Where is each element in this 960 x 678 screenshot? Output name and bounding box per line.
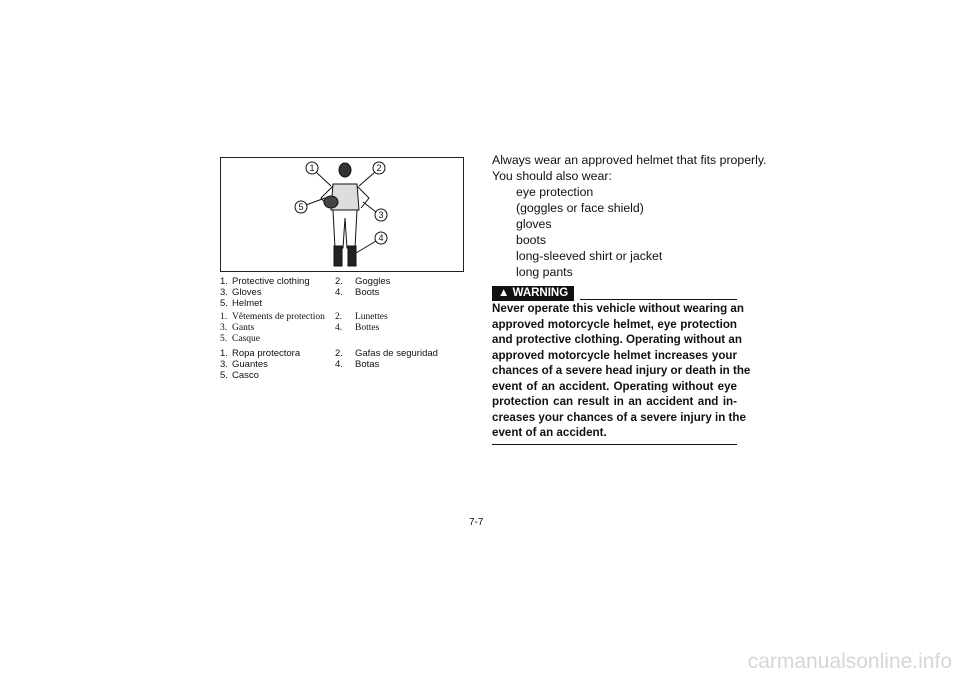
callout-5: 5 [298, 202, 304, 212]
caption-text: Gloves [232, 287, 262, 298]
callout-1: 1 [309, 163, 315, 173]
warning-rule [580, 299, 737, 300]
caption-text: Vêtements de protection [232, 312, 325, 322]
warning-line: and protective clothing. Operating without an [492, 333, 742, 346]
gear-item: (goggles or face shield) [516, 201, 644, 215]
caption-text: Casco [232, 370, 259, 381]
caption-num: 2. [335, 276, 343, 287]
caption-text: Botas [355, 359, 380, 370]
caption-text: Helmet [232, 298, 263, 309]
callout-3: 3 [378, 210, 384, 220]
caption-text: Ropa protectora [232, 348, 301, 359]
also-wear-text: You should also wear: [492, 169, 612, 183]
caption-num: 5. [220, 334, 228, 344]
caption-num: 5. [220, 370, 228, 381]
warning-end-rule [492, 444, 737, 445]
caption-num: 4. [335, 287, 343, 298]
warning-line: event of an accident. Operating without eye [492, 380, 737, 393]
caption-text: Boots [355, 287, 380, 298]
caption-num: 4. [335, 359, 343, 370]
callout-2: 2 [376, 163, 382, 173]
gear-item: long pants [516, 265, 573, 279]
caption-text: Goggles [355, 276, 391, 287]
caption-num: 3. [220, 287, 228, 298]
gear-item: gloves [516, 217, 552, 231]
caption-num: 2. [335, 312, 343, 322]
warning-triangle-icon: ▲ [498, 287, 510, 299]
gear-item: eye protection [516, 185, 594, 199]
warning-label: WARNING [512, 287, 569, 299]
rider-figure-icon [221, 158, 463, 271]
caption-text: Guantes [232, 359, 268, 370]
caption-num: 5. [220, 298, 228, 309]
warning-line: approved motorcycle helmet increases your [492, 349, 737, 362]
caption-num: 1. [220, 276, 228, 287]
intro-text: Always wear an approved helmet that fits properly. [492, 153, 767, 167]
callout-4: 4 [378, 233, 384, 243]
caption-num: 4. [335, 323, 343, 333]
caption-text: Protective clothing [232, 276, 310, 287]
caption-text: Lunettes [355, 312, 388, 322]
warning-line: protection can result in an accident and in- [492, 395, 737, 408]
caption-num: 3. [220, 359, 228, 370]
caption-num: 3. [220, 323, 228, 333]
warning-line: creases your chances of a severe injury in the [492, 411, 746, 424]
warning-line: chances of a severe head injury or death in the [492, 364, 751, 377]
protective-gear-illustration [220, 157, 464, 272]
caption-num: 1. [220, 348, 228, 359]
gear-item: long-sleeved shirt or jacket [516, 249, 663, 263]
caption-text: Gafas de seguridad [355, 348, 438, 359]
caption-num: 1. [220, 312, 228, 322]
warning-line: approved motorcycle helmet, eye protection [492, 318, 737, 331]
caption-text: Casque [232, 334, 260, 344]
caption-num: 2. [335, 348, 343, 359]
page-number: 7-7 [469, 517, 484, 528]
caption-text: Bottes [355, 323, 380, 333]
gear-item: boots [516, 233, 547, 247]
warning-line: Never operate this vehicle without wearing an [492, 302, 744, 315]
warning-badge [492, 286, 574, 301]
warning-line: event of an accident. [492, 426, 607, 439]
watermark: carmanualsonline.info [747, 650, 952, 673]
caption-text: Gants [232, 323, 255, 333]
